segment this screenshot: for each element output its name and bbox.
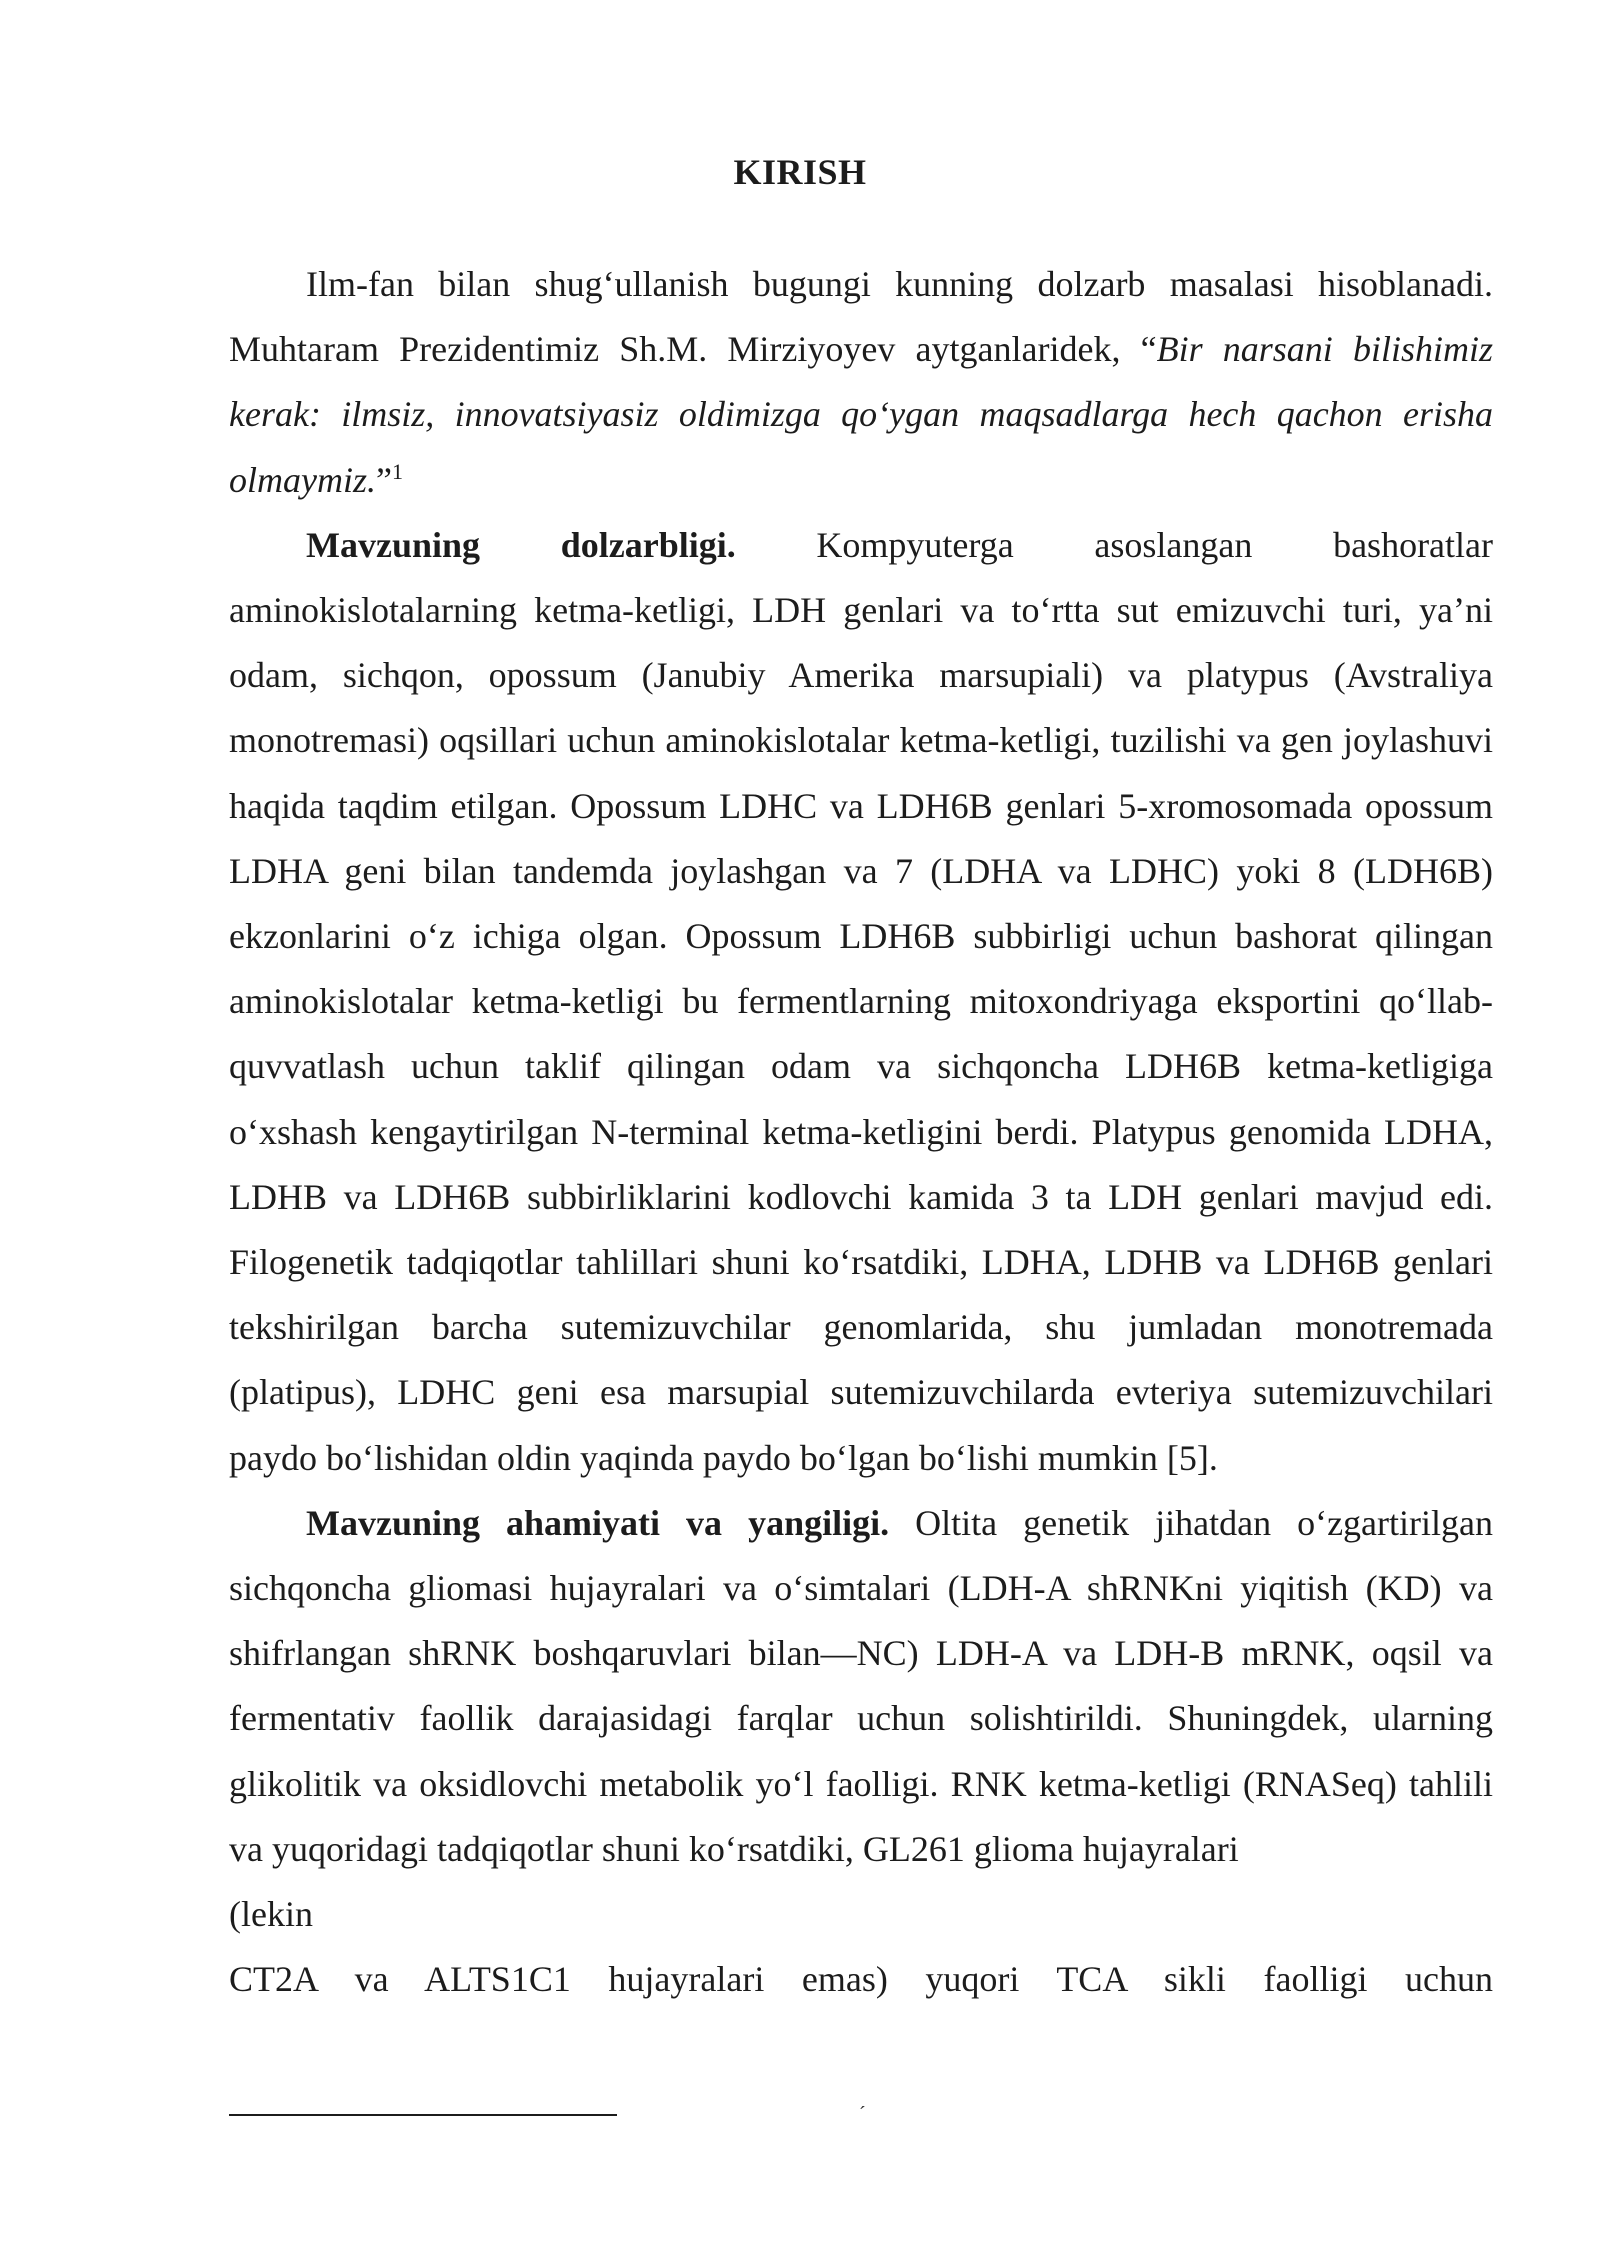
intro-close-quote: ” [376,459,392,500]
relevance-heading: Mavzuning dolzarbligi. [306,524,736,565]
relevance-text: Kompyuterga asoslangan bashoratlar aminokislotalarning ketma-ketligi, LDH genlari va to‘rtta sut emizuvchi turi, ya’ni odam, sichqon, opossum (Janubiy Amerika marsupiali) va platypus (Avstraliya monotremasi) oqsillari uchun aminokislotalar ketma-ketligi, tuzilishi va gen joylashuvi haqida taqdim etilgan. Opossum LDHC va LDH6B genlari 5-xromosomada opossum LDHA geni bilan tandemda joylashgan va 7 (LDHA va LDHC) yoki 8 (LDH6B) ekzonlarini o‘z ichiga olgan. Opossum LDH6B subbirligi uchun bashorat qilingan aminokislotalar ketma-ketligi bu fermentlarning mitoxondriyaga eksportini qo‘llab-quvvatlash uchun taklif qilingan odam va sichqoncha LDH6B ketma-ketligiga o‘xshash kengaytirilgan N-terminal ketma-ketligini berdi. Platypus genomida LDHA, LDHB va LDH6B subbirliklarini kodlovchi kamida 3 ta LDH genlari mavjud edi. Filogenetik tadqiqotlar tahlillari shuni ko‘rsatdiki, LDHA, LDHB va LDH6B genlari tekshirilgan barcha sutemizuvchilar genomlarida, shu jumladan monotremada (platipus), LDHC geni esa marsupial sutemizuvchilarda evteriya sutemizuvchilari paydo bo‘lishidan oldin yaqinda paydo bo‘lgan bo‘lishi mumkin [5]. [229,524,1493,1478]
page-title: KIRISH [733,152,867,192]
significance-paragraph [229,1491,1493,2013]
significance-line-lekin: (lekin [229,1894,313,1935]
relevance-paragraph [229,513,1493,1491]
intro-paragraph [229,252,1493,513]
intro-text: Ilm-fan bilan shug‘ullanish bugungi kunning dolzarb masalasi hisoblanadi. Muhtaram Prezidentimiz Sh.M. Mirziyoyev aytganlaridek, “ [229,264,1493,370]
president-quote: Bir narsani bilishimiz kerak: ilmsiz, innovatsiyasiz oldimizga qo‘ygan maqsadlarga hech qachon erisha olmaymiz. [229,329,1493,500]
footnote-separator [229,2114,617,2116]
significance-text: Oltita genetik jihatdan o‘zgartirilgan sichqoncha gliomasi hujayralari va o‘simtalari (LDH-A shRNKni yiqitish (KD) va shifrlangan shRNK boshqaruvlari bilan—NC) LDH-A va LDH-B mRNK, oqsil va fermentativ faollik darajasidagi farqlar uchun solishtirildi. Shuningdek, ularning glikolitik va oksidlovchi metabolik yo‘l faolligi. RNK ketma-ketligi (RNASeq) tahlili va yuqoridagi tadqiqotlar shuni ko‘rsatdiki, GL261 glioma hujayralari [229,1502,1493,1869]
body-text [229,252,1493,2012]
significance-last-line: CT2A va ALTS1C1 hujayralari emas) yuqori TCA sikli faolligi uchun [229,1959,1493,2000]
significance-heading: Mavzuning ahamiyati va yangiligi. [306,1502,890,1543]
footnote-mark: ´ [859,2103,866,2125]
footnote-reference[interactable]: 1 [391,458,403,484]
